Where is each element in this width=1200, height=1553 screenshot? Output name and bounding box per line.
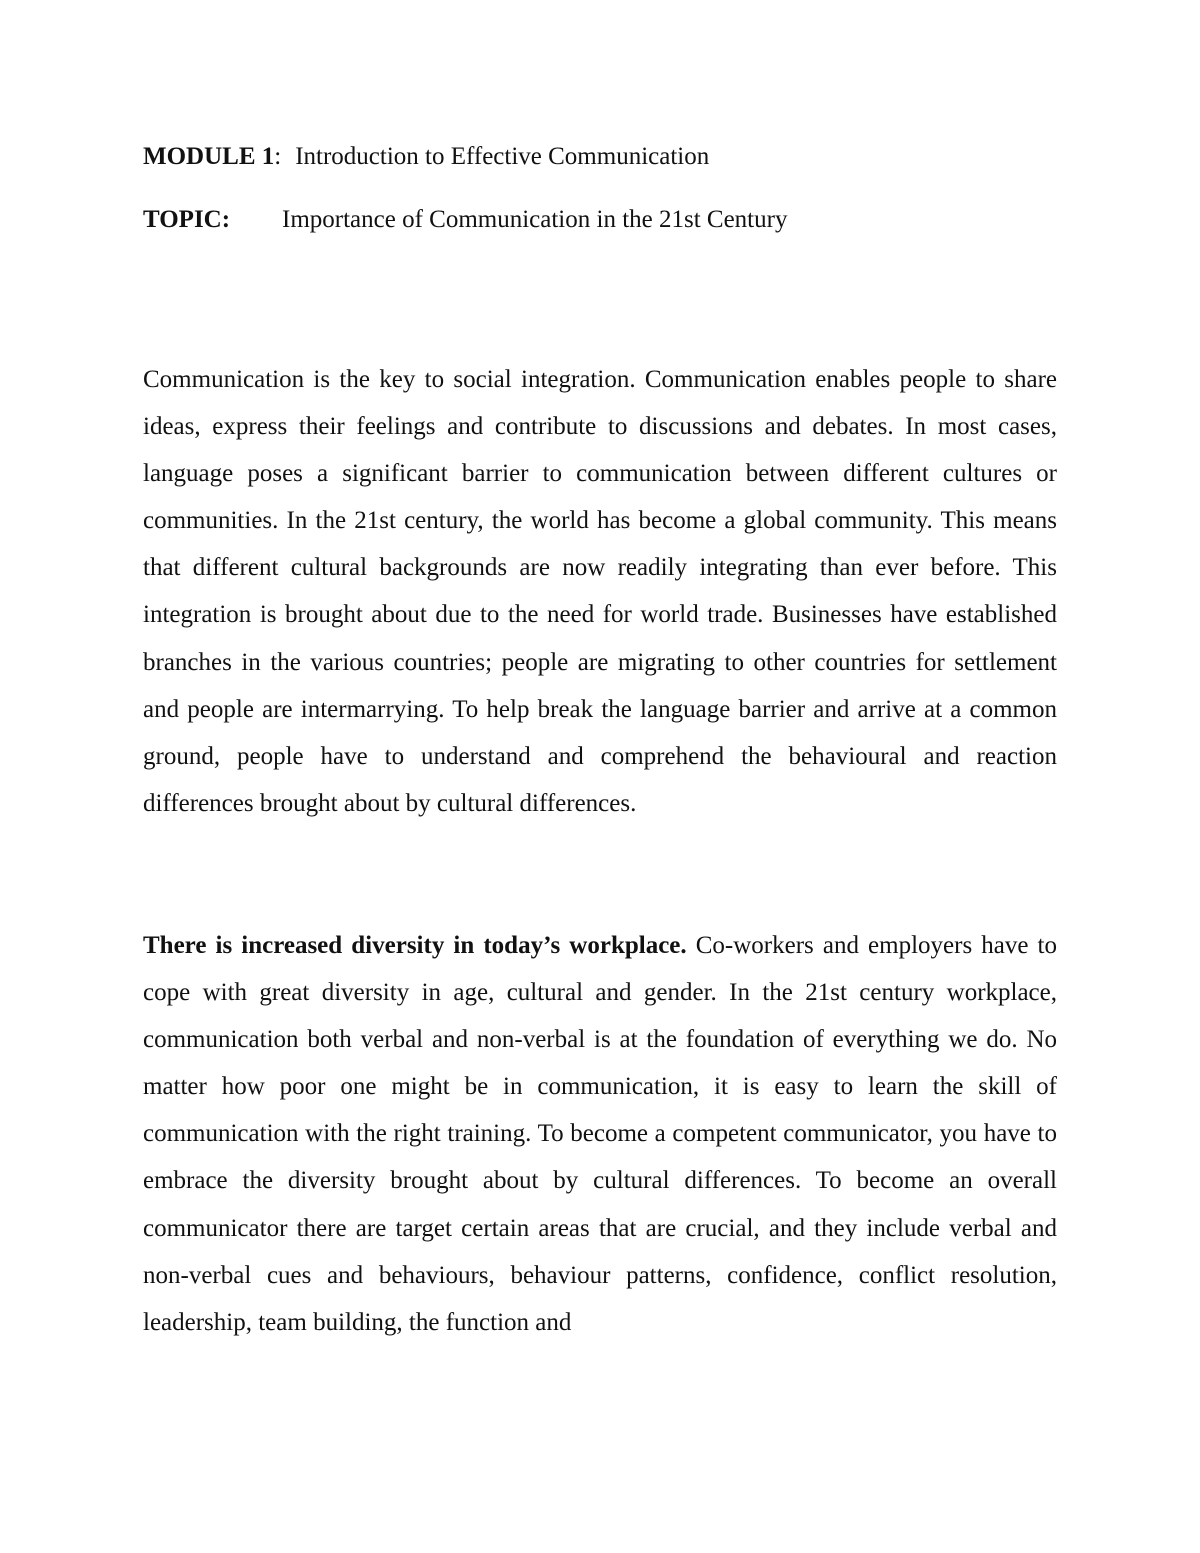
module-label: MODULE 1	[143, 143, 275, 170]
module-title: Introduction to Effective Communication	[295, 143, 710, 170]
paragraph-text: Co-workers and employers have to cope with great diversity in age, cultural and gender. In the 21st century workplace, communication both verbal and non-verbal is at the foundation of everything we do. No matter how poor one might be in communication, it is easy to learn the skill of communication with the right training. To become a competent communicator, you have to embrace the diversity brought about by cultural differences. To become an overall communicator there are target certain areas that are crucial, and they include verbal and non-verbal cues and behaviours, behaviour patterns, confidence, conflict resolution, leadership, team building, the function and	[143, 932, 1057, 1336]
paragraph-text: Communication is the key to social integration. Communication enables people to share ideas, express their feelings and contribute to discussions and debates. In most cases, language poses a significant barrier to communication between different cultures or communities. In the 21st century, the world has become a global community. This means that different cultural backgrounds are now readily integrating than ever before. This integration is brought about due to the need for world trade. Businesses have established branches in the various countries; people are migrating to other countries for settlement and people are intermarrying. To help break the language barrier and arrive at a common ground, people have to understand and comprehend the behavioural and reaction differences brought about by cultural differences.	[143, 366, 1057, 817]
body-paragraph	[143, 922, 1057, 1346]
topic-title: Importance of Communication in the 21st Century	[282, 206, 788, 233]
module-heading	[143, 142, 709, 172]
module-separator: :	[274, 143, 282, 170]
body-paragraph	[143, 356, 1057, 827]
topic-heading	[143, 205, 787, 235]
topic-label: TOPIC:	[143, 206, 231, 233]
paragraph-lead-sentence: There is increased diversity in today’s workplace.	[143, 932, 687, 959]
